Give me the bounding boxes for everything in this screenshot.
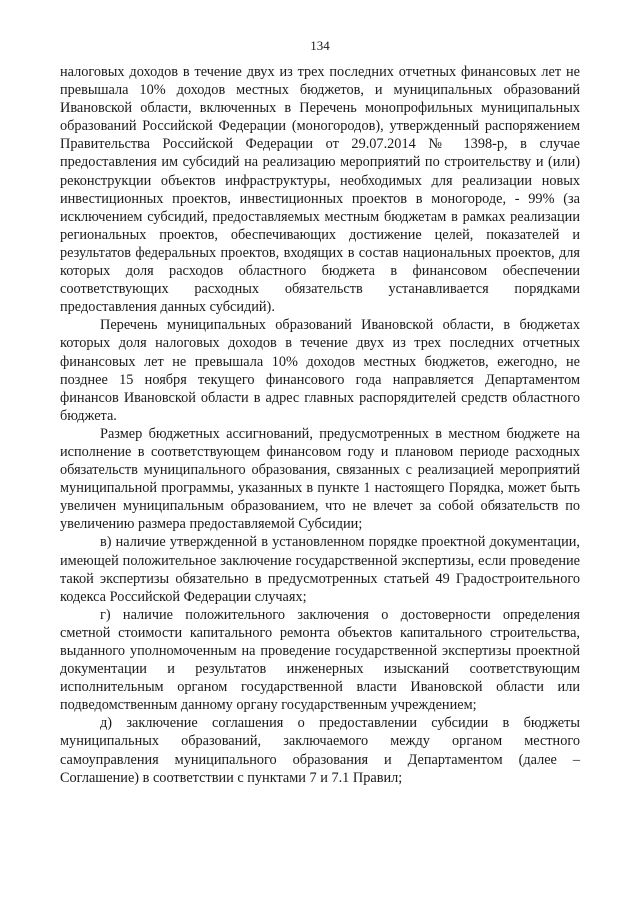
paragraph-budget-allocations: Размер бюджетных ассигнований, предусмотренных в местном бюджете на исполнение в соответствующем финансовом году и плановом периоде расходных обязательств муниципального образования, связанных с реализацией мероприятий муниципальной программы, указанных в пункте 1 настоящего Порядка, может быть увеличен муниципальным образованием, что не влечет за собой обязательств по увеличению размера предоставляемой Субсидии;: [60, 425, 580, 533]
paragraph-municipal-list: Перечень муниципальных образований Ивановской области, в бюджетах которых доля налоговых доходов в течение двух из трех последних отчетных финансовых лет не превышала 10% доходов местных бюджетов, ежегодно, не позднее 15 ноября текущего финансового года направляется Департаментом финансов Ивановской области в адрес главных распорядителей средств областного бюджета.: [60, 317, 580, 424]
page-body: [60, 63, 580, 787]
paragraph-item-d: д) заключение соглашения о предоставлении субсидии в бюджеты муниципальных образований, заключаемого между органом местного самоуправления муниципального образования и Департаментом (далее – Соглашение) в соответствии с пунктами 7 и 7.1 Правил;: [60, 715, 580, 786]
paragraph-item-v: в) наличие утвержденной в установленном порядке проектной документации, имеющей положительное заключение государственной экспертизы, если проведение такой экспертизы обязательно в предусмотренных статьей 49 Градостроительного кодекса Российской Федерации случаях;: [60, 534, 580, 605]
paragraph-item-g: г) наличие положительного заключения о достоверности определения сметной стоимости капитального ремонта объектов капитального строительства, выданного уполномоченным на проведение государственной экспертизы проектной документации и результатов инженерных изысканий соответствующим исполнительным органом государственной власти Ивановской области или подведомственным данному органу государственным учреждением;: [60, 606, 580, 714]
paragraph-continuation: налоговых доходов в течение двух из трех последних отчетных финансовых лет не превышала 10% доходов местных бюджетов, и муниципальных образований Ивановской области, включенных в Перечень монопрофильных муниципальных образований Российской Федерации (моногородов), утвержденный распоряжением Правительства Российской Федерации от 29.07.2014 № 1398-р, в случае предоставления им субсидий на реализацию мероприятий по строительству и (или) реконструкции объектов инфраструктуры, необходимых для реализации новых инвестиционных проектов, инвестиционных проектов в моногороде, - 99% (за исключением субсидий, предоставляемых местным бюджетам в рамках реализации региональных проектов, обеспечивающих достижение целей, показателей и результатов федеральных проектов, входящих в состав национальных проектов, для которых доля расходов областного бюджета в финансовом обеспечении соответствующих расходных обязательств устанавливается порядками предоставления данных субсидий).: [60, 64, 580, 316]
page-number: 134: [310, 38, 330, 53]
